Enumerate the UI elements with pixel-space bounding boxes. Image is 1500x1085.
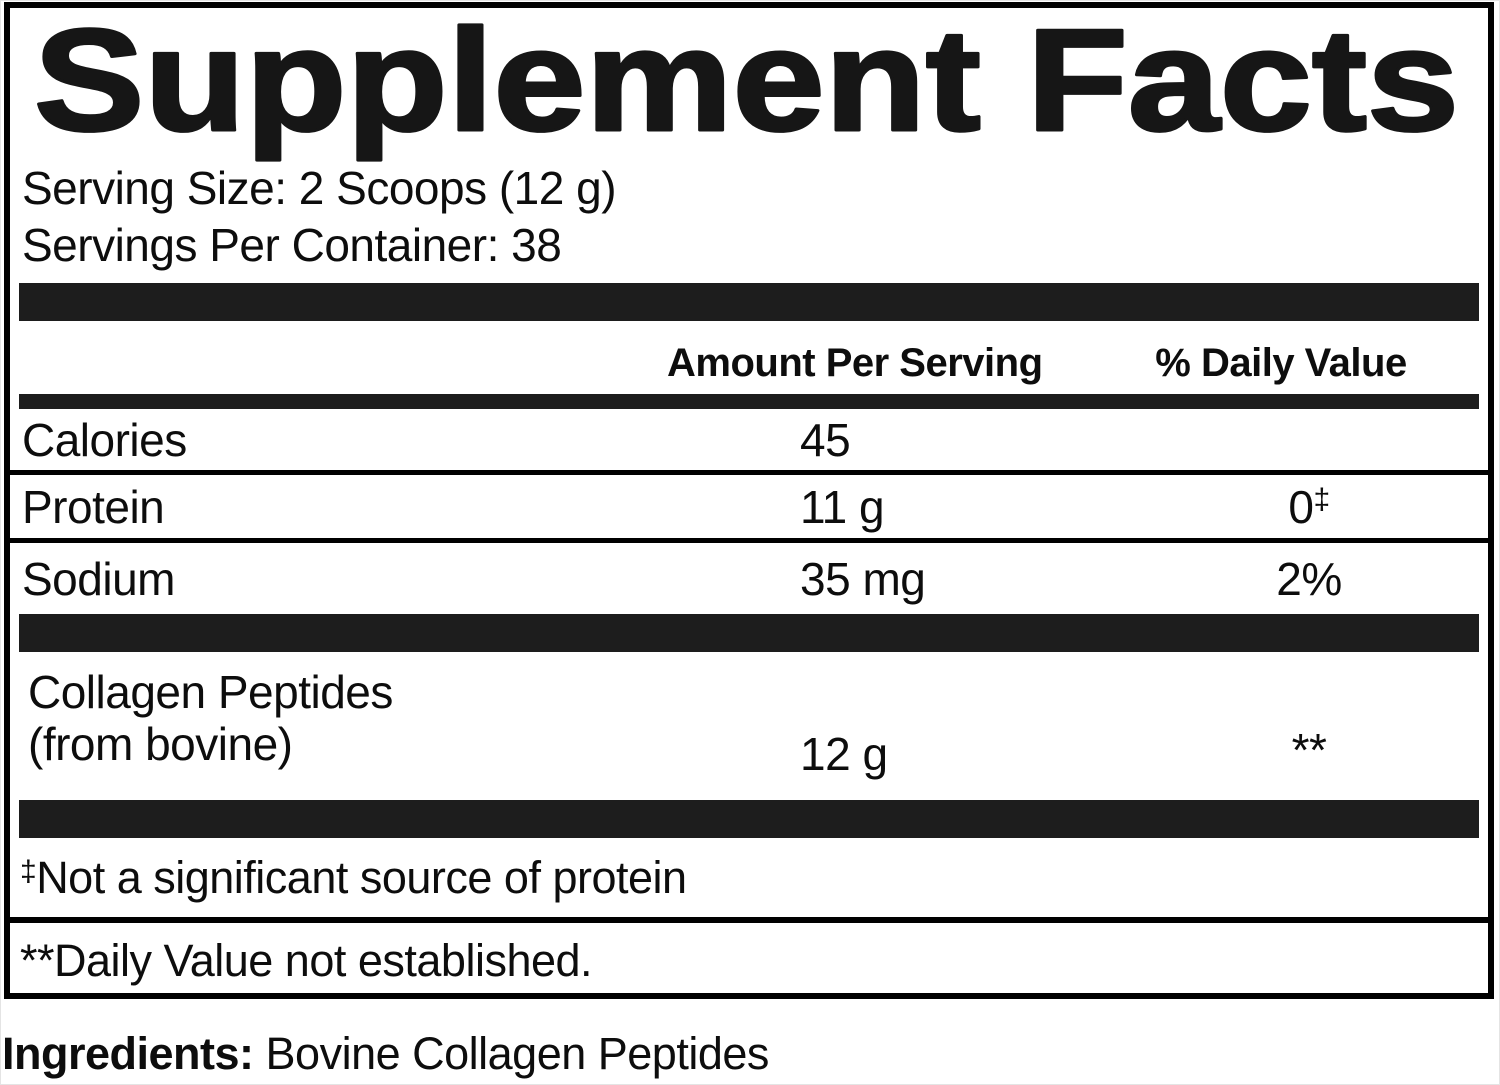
- amount-per-serving-header: Amount Per Serving: [667, 341, 1043, 385]
- medium-separator-bar: [19, 394, 1479, 409]
- supplement-name-line1: Collagen Peptides: [28, 666, 393, 718]
- servings-per-container-line: Servings Per Container: 38: [22, 219, 562, 271]
- thick-separator-bar-bottom: [19, 800, 1479, 838]
- nutrient-amount: 45: [800, 413, 851, 466]
- supplement-daily-value: **: [1291, 724, 1327, 776]
- nutrient-amount: 11 g: [800, 480, 885, 533]
- table-header-row: [10, 321, 1488, 394]
- footnote-mark: ‡: [20, 855, 37, 888]
- daily-value-header: % Daily Value: [1155, 341, 1407, 385]
- footnote-mark: **: [20, 935, 55, 986]
- supplement-amount: 12 g: [800, 728, 888, 780]
- nutrient-name: Protein: [22, 480, 165, 533]
- nutrient-amount: 35 mg: [800, 552, 926, 605]
- nutrient-daily-value: 0‡: [1288, 480, 1330, 533]
- nutrient-row-sodium: [10, 543, 1488, 614]
- thick-separator-bar-top: [19, 283, 1479, 321]
- supplement-row-collagen-peptides: [10, 652, 1488, 800]
- ingredients-value: Bovine Collagen Peptides: [253, 1028, 769, 1079]
- nutrient-name: Calories: [22, 413, 187, 466]
- nutrient-row-calories: [10, 409, 1488, 475]
- supplement-facts-panel: [4, 2, 1494, 999]
- daily-value-mark: ‡: [1313, 482, 1330, 516]
- nutrient-name: Sodium: [22, 552, 175, 605]
- thick-separator-bar-middle: [19, 614, 1479, 652]
- footnote-text: Daily Value not established.: [54, 935, 593, 986]
- footnote-daily-value: [10, 923, 1488, 985]
- ingredients-line: [2, 1028, 769, 1080]
- footnote-protein: [10, 838, 1488, 923]
- serving-size-line: Serving Size: 2 Scoops (12 g): [22, 162, 617, 214]
- nutrient-row-protein: [10, 475, 1488, 543]
- nutrient-daily-value: 2%: [1276, 552, 1342, 605]
- ingredients-label: Ingredients:: [2, 1028, 254, 1079]
- supplement-name-line2: (from bovine): [28, 718, 293, 770]
- panel-title-text: Supplement Facts: [34, 0, 1459, 161]
- panel-title: [34, 0, 1488, 161]
- footnote-text: Not a significant source of protein: [36, 852, 687, 903]
- serving-info: [22, 160, 1488, 274]
